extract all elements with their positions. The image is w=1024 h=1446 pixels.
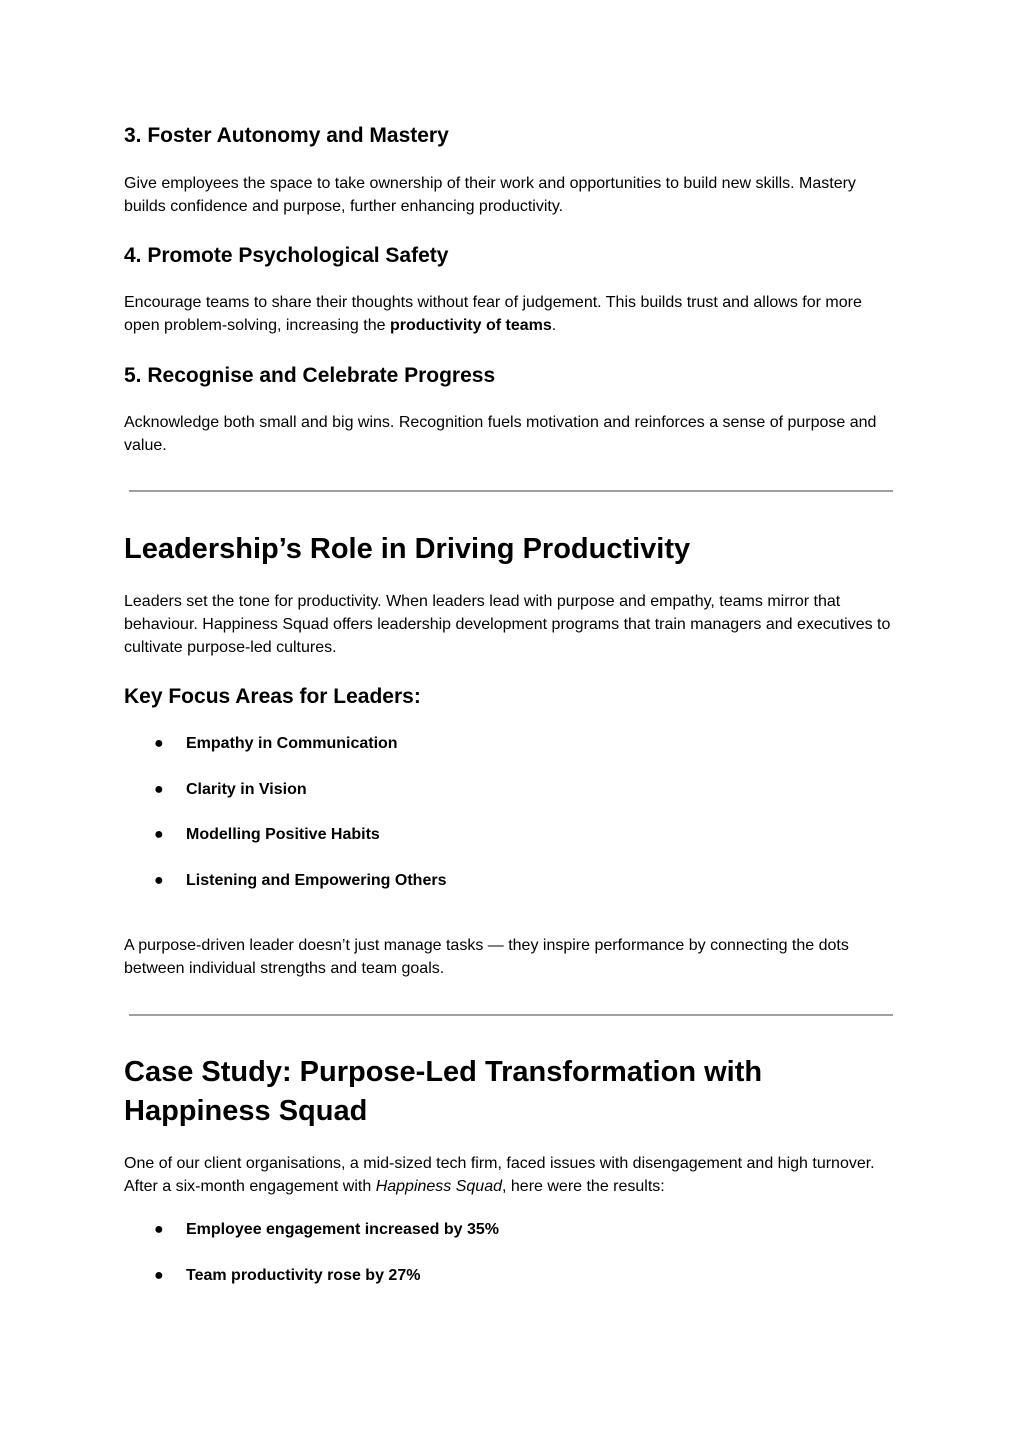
list-item xyxy=(124,869,900,915)
italic-brand-name: Happiness Squad xyxy=(375,1178,502,1195)
section-heading-recognise-progress: 5. Recognise and Celebrate Progress xyxy=(124,364,496,387)
bullet-icon: ● xyxy=(154,1221,164,1238)
list-item-text: Empathy in Communication xyxy=(186,735,398,752)
focus-areas-list xyxy=(124,732,900,914)
case-study-title-line2: Happiness Squad xyxy=(124,1095,368,1127)
case-study-title xyxy=(124,1053,762,1131)
list-item xyxy=(124,823,900,869)
body-text-end: . xyxy=(551,317,557,334)
focus-areas-heading: Key Focus Areas for Leaders: xyxy=(124,685,421,708)
section-heading-psychological-safety: 4. Promote Psychological Safety xyxy=(124,244,449,267)
body-text: Encourage teams to share their thoughts without fear of judgement. This builds trust and allows for more open problem-solving, increasing the xyxy=(124,294,862,334)
body-text: One of our client organisations, a mid-sized tech firm, faced issues with disengagement and high turnover. After a six-month engagement with xyxy=(124,1155,875,1195)
list-item-text: Team productivity rose by 27% xyxy=(186,1266,421,1284)
leadership-closing: A purpose-driven leader doesn’t just manage tasks — they inspire performance by connecting the dots between individual strengths and team goals. xyxy=(124,937,849,977)
case-study-results-list xyxy=(124,1218,900,1309)
bold-phrase: productivity of teams xyxy=(389,317,552,334)
body-text-end: , here were the results: xyxy=(502,1178,665,1195)
leadership-intro: Leaders set the tone for productivity. When leaders lead with purpose and empathy, teams mirror that behaviour. Happiness Squad offers leadership development programs that train managers and executives to cultivate purpose-led cultures. xyxy=(124,593,891,656)
list-item-text: Employee engagement increased by 35% xyxy=(186,1221,500,1238)
case-study-title-line1: Case Study: Purpose-Led Transformation with xyxy=(124,1056,763,1088)
section-divider xyxy=(129,490,893,492)
list-item xyxy=(124,1218,900,1264)
bullet-icon: ● xyxy=(154,780,164,798)
bullet-icon: ● xyxy=(154,735,164,752)
section-body-foster-autonomy: Give employees the space to take ownership of their work and opportunities to build new skills. Mastery builds confidence and purpose, further enhancing productivity. xyxy=(124,175,856,215)
leadership-title: Leadership’s Role in Driving Productivity xyxy=(124,533,691,565)
bullet-icon: ● xyxy=(154,1266,164,1284)
bullet-icon: ● xyxy=(154,826,164,843)
list-item-text: Modelling Positive Habits xyxy=(186,826,380,843)
section-divider xyxy=(129,1014,893,1016)
section-body-psychological-safety xyxy=(124,291,900,337)
list-item xyxy=(124,1264,900,1310)
section-body-recognise-progress: Acknowledge both small and big wins. Recognition fuels motivation and reinforces a sense of purpose and value. xyxy=(124,414,877,454)
list-item xyxy=(124,778,900,824)
bullet-icon: ● xyxy=(154,871,164,889)
list-item-text: Listening and Empowering Others xyxy=(186,871,447,889)
list-item-text: Clarity in Vision xyxy=(186,780,307,798)
list-item xyxy=(124,732,900,778)
case-study-intro xyxy=(124,1152,900,1198)
section-heading-foster-autonomy: 3. Foster Autonomy and Mastery xyxy=(124,124,449,147)
